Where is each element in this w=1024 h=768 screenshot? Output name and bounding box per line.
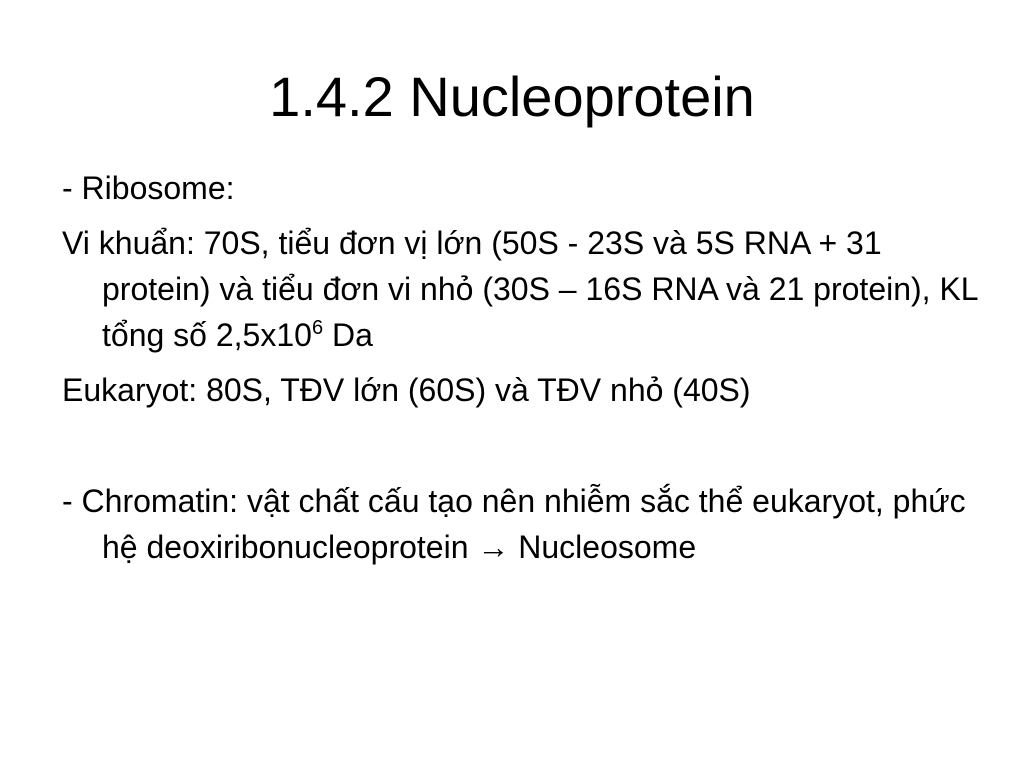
bacteria-ribosome-exponent: 6 bbox=[311, 317, 324, 339]
ribosome-heading: - Ribosome: bbox=[62, 170, 235, 206]
eukaryote-ribosome-paragraph: Eukaryot: 80S, TĐV lớn (60S) và TĐV nhỏ (40S) bbox=[62, 372, 751, 408]
slide-title: 1.4.2 Nucleoprotein bbox=[269, 65, 755, 128]
bacteria-ribosome-unit: Da bbox=[323, 317, 373, 353]
bacteria-ribosome-text: Vi khuẩn: 70S, tiểu đơn vị lớn (50S - 23S và 5S RNA + 31 protein) và tiểu đơn vi nhỏ (30S – 16S RNA và 21 protein), KL tổng số 2,5x10 bbox=[62, 225, 978, 353]
paragraph-spacer bbox=[62, 422, 982, 478]
bacteria-ribosome-paragraph bbox=[62, 220, 982, 358]
slide-body bbox=[62, 165, 982, 579]
chromatin-paragraph: - Chromatin: vật chất cấu tạo nên nhiễm sắc thể eukaryot, phức hệ deoxiribonucleoprotein → Nucleosome bbox=[62, 483, 966, 565]
